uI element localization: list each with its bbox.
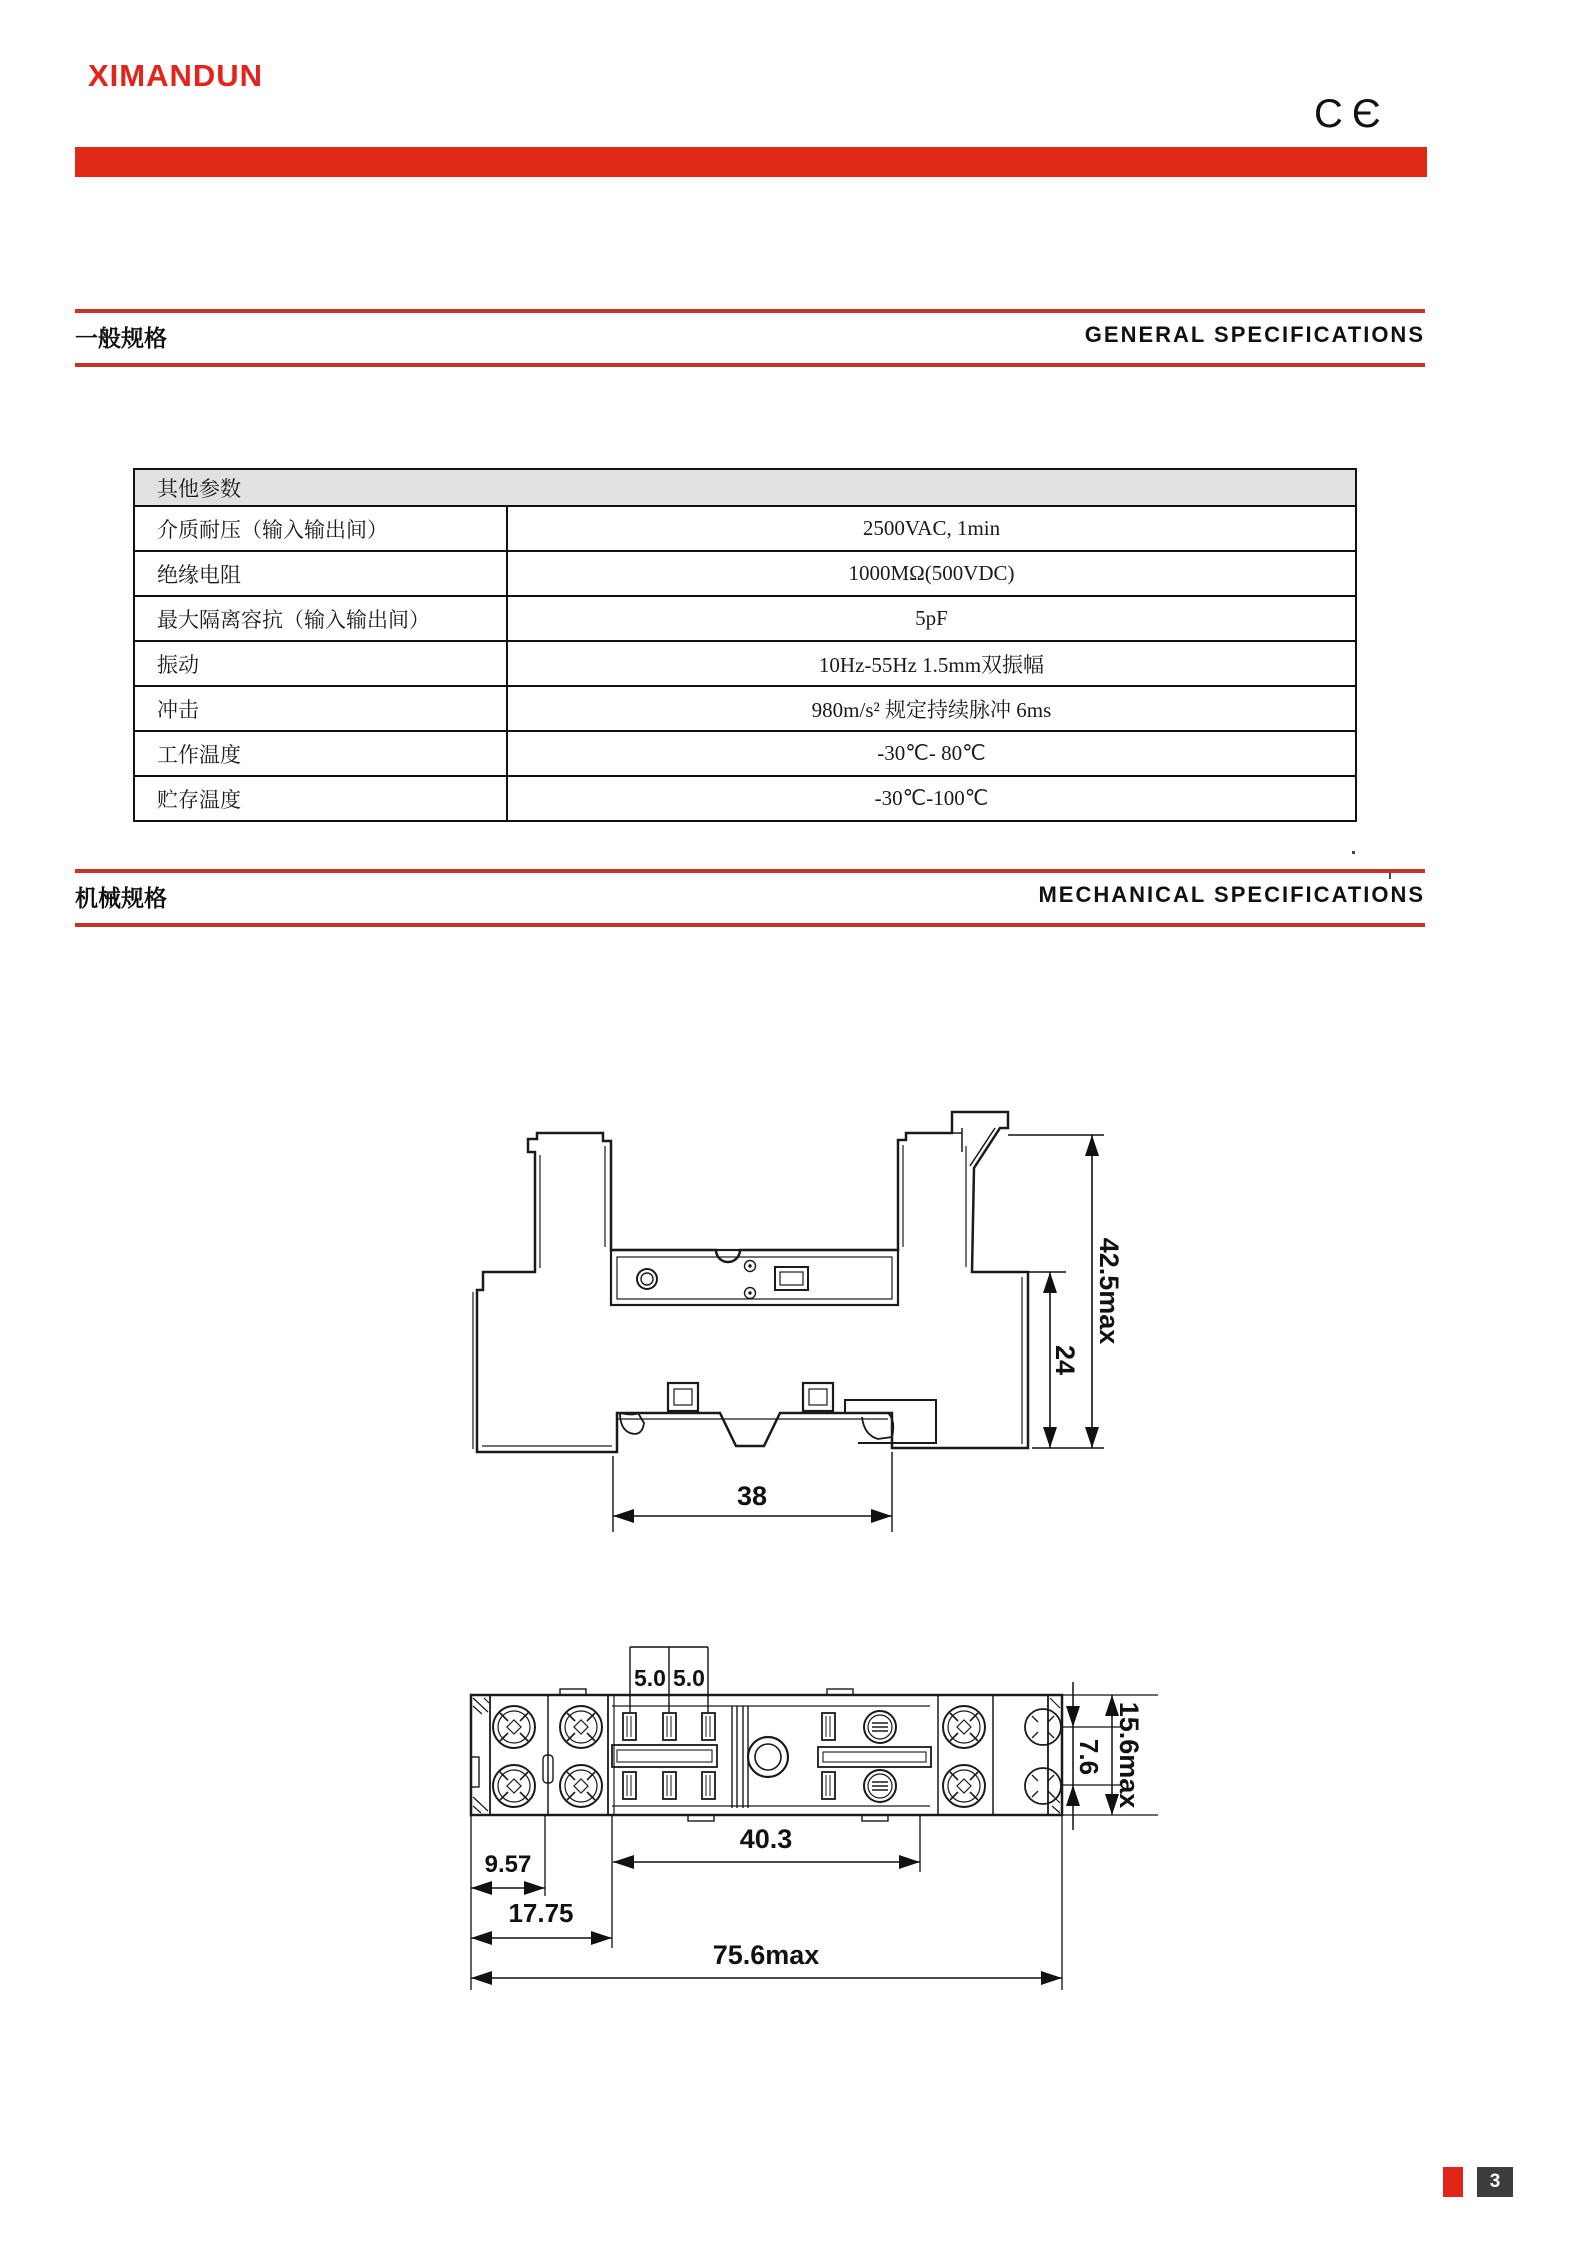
top-view-drawing xyxy=(471,1689,1062,1821)
spec-value: 2500VAC, 1min xyxy=(862,516,1001,540)
front-view-drawing xyxy=(473,1112,1028,1452)
general-title-en: GENERAL SPECIFICATIONS xyxy=(1084,322,1425,347)
contact-slots xyxy=(623,1713,835,1799)
dimension-label: 15.6max xyxy=(1114,1701,1144,1809)
slotted-screw xyxy=(864,1711,896,1743)
dimension-label: 42.5max xyxy=(1094,1237,1124,1345)
front-view-dimensions xyxy=(613,1135,1104,1532)
spec-label: 贮存温度 xyxy=(135,777,508,820)
spec-table-header: 其他参数 xyxy=(135,470,1355,505)
mechanical-title-zh: 机械规格 xyxy=(75,885,167,911)
screw-terminal xyxy=(560,1706,602,1748)
top-view-dimensions xyxy=(471,1647,1158,1990)
brand-logo: XIMANDUN xyxy=(88,58,264,93)
general-title-zh: 一般规格 xyxy=(75,325,167,351)
screw-terminal xyxy=(493,1765,535,1807)
spec-value: 980m/s² 规定持续脉冲 6ms xyxy=(811,697,1052,722)
spec-value: -30℃-100℃ xyxy=(874,786,989,810)
spec-value: 10Hz-55Hz 1.5mm双振幅 xyxy=(818,652,1045,677)
screw-terminal xyxy=(1025,1768,1061,1804)
screw-terminal xyxy=(943,1765,985,1807)
screw-terminal xyxy=(1025,1709,1061,1745)
dimension-label: 75.6max xyxy=(712,1940,820,1970)
spec-label: 冲击 xyxy=(135,687,508,730)
spec-value: -30℃- 80℃ xyxy=(877,741,986,765)
spec-label: 绝缘电阻 xyxy=(135,552,508,595)
dimension-label: 24 xyxy=(1050,1344,1080,1376)
spec-value: 1000MΩ(500VDC) xyxy=(848,561,1015,585)
spec-label: 介质耐压（输入输出间） xyxy=(135,507,508,550)
screw-terminal xyxy=(493,1706,535,1748)
spec-value: 5pF xyxy=(915,606,948,630)
slotted-screw xyxy=(864,1770,896,1802)
dimension-label: 5.0 xyxy=(634,1665,666,1691)
footer-accent-square xyxy=(1443,2167,1463,2197)
ce-mark-icon: CЄ xyxy=(1314,92,1390,136)
dimension-label: 17.75 xyxy=(508,1898,574,1928)
screw-terminal xyxy=(943,1706,985,1748)
dimension-label: 38 xyxy=(736,1481,768,1511)
dimension-label: 40.3 xyxy=(739,1824,793,1854)
dimension-label: 7.6 xyxy=(1074,1738,1104,1776)
dimension-label: 9.57 xyxy=(484,1851,532,1878)
page-number: 3 xyxy=(1477,2167,1513,2197)
dimension-label: 5.0 xyxy=(673,1665,705,1691)
screw-terminal xyxy=(560,1765,602,1807)
mechanical-title-en: MECHANICAL SPECIFICATIONS xyxy=(1038,882,1425,907)
spec-label: 振动 xyxy=(135,642,508,685)
spec-label: 最大隔离容抗（输入输出间） xyxy=(135,597,508,640)
spec-label: 工作温度 xyxy=(135,732,508,775)
